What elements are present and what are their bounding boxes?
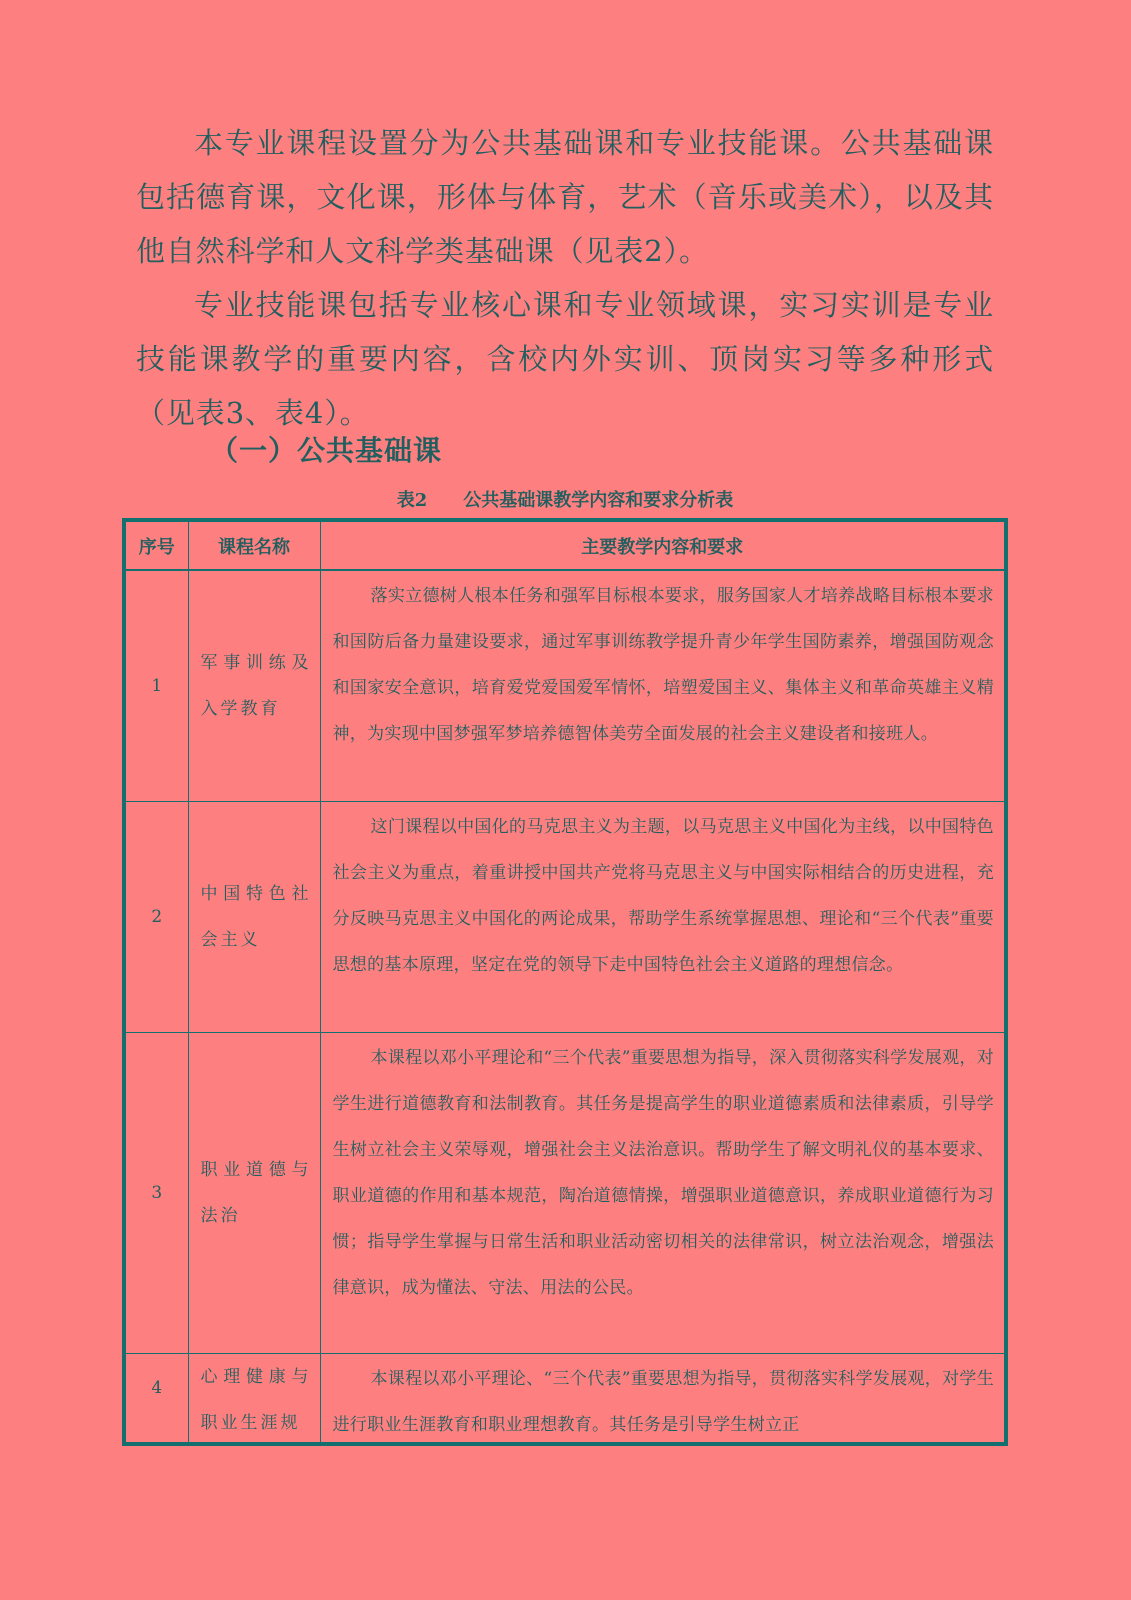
table-header-row <box>126 522 1004 570</box>
course-name: 中国特色社会主义 <box>188 802 320 1033</box>
table-row <box>126 570 1004 802</box>
course-table-frame <box>122 518 1008 1446</box>
course-content: 这门课程以中国化的马克思主义为主题，以马克思主义中国化为主线，以中国特色社会主义为重点，着重讲授中国共产党将马克思主义与中国实际相结合的历史进程，充分反映马克思主义中国化的两论成果，帮助学生系统掌握思想、理论和“三个代表”重要思想的基本原理，坚定在党的领导下走中国特色社会主义道路的理想信念。 <box>320 802 1004 1033</box>
table-row <box>126 1354 1004 1447</box>
section-heading: （一）公共基础课 <box>210 434 443 467</box>
row-number: 2 <box>126 802 188 1033</box>
course-content: 落实立德树人根本任务和强军目标根本要求，服务国家人才培养战略目标根本要求和国防后备力量建设要求，通过军事训练教学提升青少年学生国防素养，增强国防观念和国家安全意识，培育爱党爱国爱军情怀，培塑爱国主义、集体主义和革命英雄主义精神，为实现中国梦强军梦培养德智体美劳全面发展的社会主义建设者和接班人。 <box>320 570 1004 802</box>
table-row <box>126 1033 1004 1354</box>
header-cell-course-name: 课程名称 <box>188 522 320 570</box>
header-cell-number: 序号 <box>126 522 188 570</box>
course-content: 本课程以邓小平理论、“三个代表”重要思想为指导，贯彻落实科学发展观，对学生进行职业生涯教育和职业理想教育。其任务是引导学生树立正 <box>320 1354 1004 1447</box>
table-row <box>126 802 1004 1033</box>
course-name: 职业道德与法治 <box>188 1033 320 1354</box>
row-number: 4 <box>126 1354 188 1447</box>
course-table <box>126 522 1004 1446</box>
body-paragraph: 专业技能课包括专业核心课和专业领域课，实习实训是专业技能课教学的重要内容，含校内外实训、顶岗实习等多种形式（见表3、表4）。 <box>136 288 994 430</box>
row-number: 1 <box>126 570 188 802</box>
header-cell-content: 主要教学内容和要求 <box>320 522 1004 570</box>
course-content: 本课程以邓小平理论和“三个代表”重要思想为指导，深入贯彻落实科学发展观，对学生进行道德教育和法制教育。其任务是提高学生的职业道德素质和法律素质，引导学生树立社会主义荣辱观，增强社会主义法治意识。帮助学生了解文明礼仪的基本要求、职业道德的作用和基本规范，陶冶道德情操，增强职业道德意识，养成职业道德行为习惯；指导学生掌握与日常生活和职业活动密切相关的法律常识，树立法治观念，增强法律意识，成为懂法、守法、用法的公民。 <box>320 1033 1004 1354</box>
course-name: 军事训练及入学教育 <box>188 570 320 802</box>
table-caption: 表2 公共基础课教学内容和要求分析表 <box>396 490 734 511</box>
body-paragraph: 本专业课程设置分为公共基础课和专业技能课。公共基础课包括德育课，文化课，形体与体育，艺术（音乐或美术），以及其他自然科学和人文科学类基础课（见表2）。 <box>136 126 994 268</box>
course-name: 心理健康与职业生涯规 <box>188 1354 320 1447</box>
row-number: 3 <box>126 1033 188 1354</box>
